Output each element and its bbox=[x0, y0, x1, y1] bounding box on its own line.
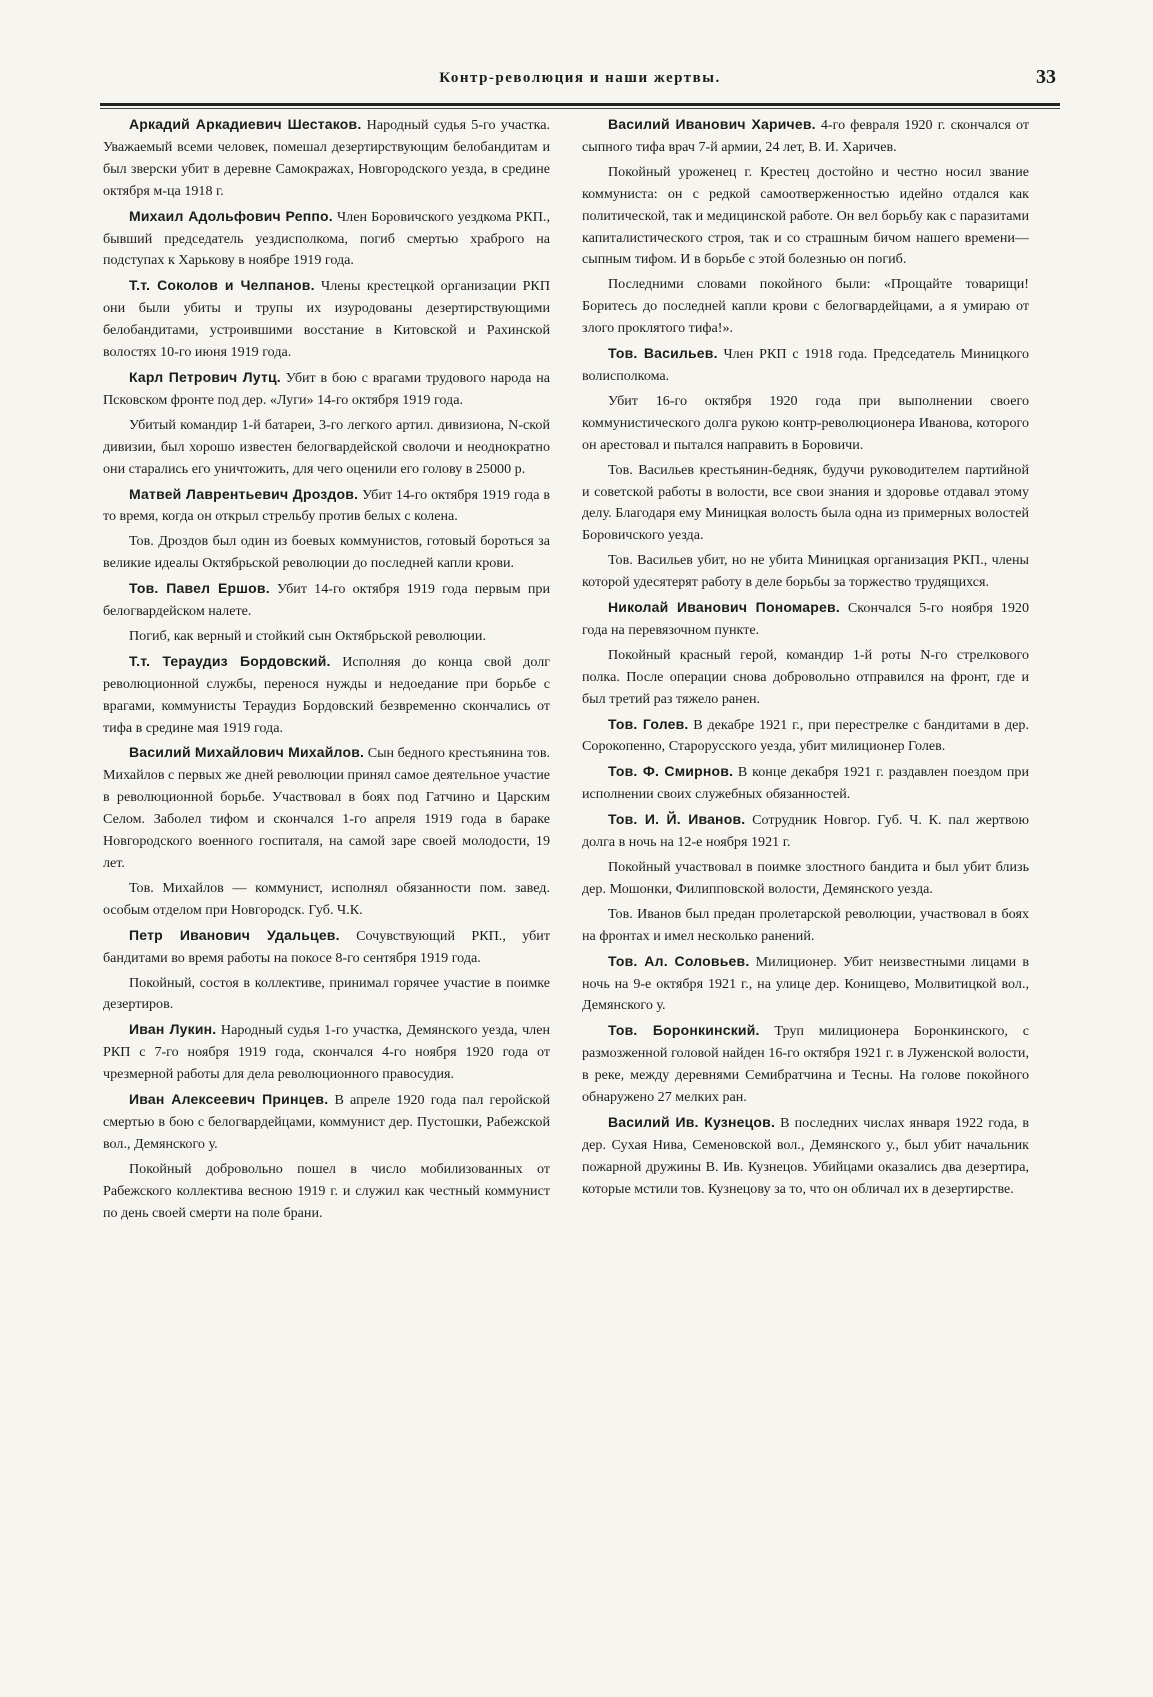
obituary-entry bbox=[103, 1089, 550, 1156]
entry-text: Убит 14-го октября 1919 года в то время, когда он открыл стрельбу против белых с колена. bbox=[103, 486, 551, 525]
person-name: Иван Алексеевич Принцев. bbox=[129, 1091, 329, 1108]
entry-text: Сочувствующий РКП., убит бандитами во время работы на покосе 8-го сентября 1919 года. bbox=[103, 927, 550, 966]
obituary-paragraph bbox=[582, 460, 1029, 548]
obituary-entry bbox=[582, 597, 1029, 642]
obituary-entry bbox=[582, 1020, 1029, 1109]
running-title: Контр-революция и наши жертвы. bbox=[439, 70, 721, 86]
person-name: Василий Иванович Харичев. bbox=[608, 116, 816, 132]
obituary-entry bbox=[103, 742, 550, 874]
obituary-entry bbox=[103, 114, 550, 203]
entry-text: В конце декабря 1921 г. раздавлен поездом при исполнении своих служебных обязанностей. bbox=[582, 764, 1029, 803]
entry-text: Скончался 5-го ноября 1920 года на перевязочном пункте. bbox=[582, 600, 1029, 638]
person-name: Михаил Адольфович Реппо. bbox=[129, 207, 333, 224]
entry-text: Покойный, состоя в коллективе, принимал горячее участие в поимке дезертиров. bbox=[103, 974, 550, 1013]
page-header bbox=[100, 64, 1060, 104]
obituary-entry bbox=[103, 651, 550, 740]
entry-text: Убит 14-го октября 1919 года первым при белогвардейском налете. bbox=[103, 581, 550, 620]
entry-text: Члены крестецкой организации РКП они были убиты и трупы их изуродованы дезертирствующими белобандитами, устроившими восстание в Китовской и Рахинской волостях 10-го июня 1919 года. bbox=[103, 278, 550, 361]
entry-text: В апреле 1920 года пал геройской смертью в бою с белогвардейцами, коммунист дер. Пустошки, Рабежской вол., Демянского у. bbox=[103, 1092, 550, 1152]
person-name: Тов. Ф. Смирнов. bbox=[608, 763, 734, 780]
obituary-paragraph bbox=[582, 645, 1029, 711]
obituary-entry bbox=[103, 925, 550, 970]
obituary-entry bbox=[103, 484, 550, 529]
obituary-entry bbox=[582, 114, 1029, 159]
obituary-paragraph bbox=[103, 415, 550, 481]
obituary-entry bbox=[103, 367, 550, 412]
person-name: Николай Иванович Пономарев. bbox=[608, 599, 840, 616]
entry-text: Исполняя до конца свой долг революционной службы, перенося нужды и недоедание при борьбе с врагами, коммунисты Тераудиз Бордовский безвременно скончались от тифа в средине мая 1919 года. bbox=[103, 653, 551, 736]
page-number: 33 bbox=[1036, 66, 1056, 88]
person-name: Иван Лукин. bbox=[129, 1021, 217, 1038]
entry-text: Народный судья 1-го участка, Демянского уезда, член РКП с 7-го ноября 1919 года, скончался 4-го ноября 1920 года от чрезмерной работы для дела революционного правосудия. bbox=[103, 1022, 550, 1083]
entry-text: Народный судья 5-го участка. Уважаемый всеми человек, помешал дезертирствующим белобандитам и был зверски убит в деревне Самокражах, Новгородского уезда, в средине октября м-ца 1918 г. bbox=[103, 117, 550, 199]
person-name: Тов. Ал. Соловьев. bbox=[608, 952, 750, 969]
obituary-paragraph bbox=[582, 162, 1029, 272]
obituary-paragraph bbox=[582, 904, 1029, 948]
person-name: Тов. И. Й. Иванов. bbox=[608, 811, 746, 828]
obituary-paragraph bbox=[103, 878, 550, 922]
person-name: Т.т. Соколов и Челпанов. bbox=[129, 277, 315, 294]
entry-text: Тов. Васильев крестьянин-бедняк, будучи руководителем партийной и советской работы в волости, все свои знания и здоровье отдавал этому делу. Благодаря ему Миницкая волость была одна из примерных волостей Боровичского уезда. bbox=[582, 461, 1029, 544]
obituary-paragraph bbox=[582, 550, 1029, 594]
obituary-entry bbox=[582, 343, 1029, 388]
obituary-entry bbox=[582, 809, 1029, 854]
person-name: Карл Петрович Лутц. bbox=[129, 368, 281, 385]
entry-text: Покойный добровольно пошел в число мобилизованных от Рабежского коллектива весною 1919 г. и служил как честный коммунист по день своей смерти на поле брани. bbox=[103, 1160, 550, 1221]
entry-text: 4-го февраля 1920 г. скончался от сыпного тифа врач 7-й армии, 24 лет, В. И. Харичев. bbox=[582, 117, 1029, 155]
obituary-paragraph bbox=[103, 973, 550, 1017]
obituary-entry bbox=[582, 714, 1029, 759]
obituary-entry bbox=[582, 761, 1029, 806]
entry-text: В декабре 1921 г., при перестрелке с бандитами в дер. Сорокопенно, Старорусского уезда, убит милиционер Голев. bbox=[582, 716, 1029, 755]
person-name: Тов. Боронкинский. bbox=[608, 1022, 760, 1039]
obituary-entry bbox=[582, 1112, 1029, 1201]
entry-text: Погиб, как верный и стойкий сын Октябрьской революции. bbox=[129, 627, 486, 644]
obituary-entry bbox=[103, 206, 550, 273]
person-name: Петр Иванович Удальцев. bbox=[129, 926, 340, 943]
entry-text: Покойный красный герой, командир 1-й роты N-го стрелкового полка. После операции снова добровольно отправился на фронт, где и был третий раз тяжело ранен. bbox=[582, 646, 1029, 707]
obituary-entry bbox=[103, 275, 550, 364]
entry-text: Член РКП с 1918 года. Председатель Миницкого волисполкома. bbox=[582, 346, 1029, 384]
right-column bbox=[582, 114, 1029, 1204]
header-rule-thick bbox=[100, 103, 1060, 106]
entry-text: Сотрудник Новгор. Губ. Ч. К. пал жертвою долга в ночь на 12-е ноября 1921 г. bbox=[582, 812, 1029, 851]
entry-text: Убит в бою с врагами трудового народа на Псковском фронте под дер. «Луги» 14-го октября 1919 года. bbox=[103, 369, 551, 408]
person-name: Т.т. Тераудиз Бордовский. bbox=[129, 652, 331, 669]
entry-text: Милиционер. Убит неизвестными лицами в ночь на 9-е октября 1921 г., на улице дер. Конищево, Молвитицкой вол., Демянского у. bbox=[582, 953, 1029, 1014]
person-name: Тов. Васильев. bbox=[608, 345, 718, 362]
entry-text: Покойный участвовал в поимке злостного бандита и был убит близь дер. Мошонки, Филипповской волости, Демянского уезда. bbox=[582, 859, 1029, 897]
entry-text: Тов. Дроздов был один из боевых коммунистов, готовый бороться за великие идеалы Октябрьской революции до последней капли крови. bbox=[103, 533, 550, 572]
entry-text: Убитый командир 1-й батареи, 3-го легкого артил. дивизиона, N-ской дивизии, был хорошо известен белогвардейской сволочи и неоднократно они старались его уничтожить, для чего оценили его голову в 25000 р. bbox=[103, 416, 550, 477]
entry-text: Убит 16-го октября 1920 года при выполнении своего коммунистического долга рукою контр-революционера Иванова, которого он арестовал и пытался направить в Боровичи. bbox=[582, 392, 1029, 453]
entry-text: Труп милиционера Боронкинского, с размозженной головой найден 16-го октября 1921 г. в Луженской волости, в реке, между деревнями Семибратчина и Тесны. На голове покойного обнаружено 27 мелких ран. bbox=[582, 1023, 1029, 1106]
entry-text: Последними словами покойного были: «Прощайте товарищи! Боритесь до последней капли крови с белогвардейцами, а я умираю от злого проклятого тифа!». bbox=[582, 276, 1029, 337]
entry-text: Сын бедного крестьянина тов. Михайлов с первых же дней революции принял самое деятельное участие в революционной борьбе. Участвовал в боях под Гатчино и Царским Селом. Заболел тифом и скончался 1-го апреля 1919 года в бараке Новгородского военного госпиталя, на самой заре своей молодости, 19 лет. bbox=[103, 745, 551, 871]
obituary-entry bbox=[103, 1019, 550, 1086]
person-name: Тов. Голев. bbox=[608, 715, 689, 732]
header-rule-thin bbox=[100, 108, 1060, 109]
obituary-paragraph bbox=[103, 626, 550, 648]
entry-text: В последних числах января 1922 года, в дер. Сухая Нива, Семеновской вол., Демянского у., был убит начальник пожарной дружины В. Ив. Кузнецов. Убийцами оказались два дезертира, которые мстили тов. Кузнецову за то, что он обличал их в дезертирстве. bbox=[582, 1114, 1030, 1197]
obituary-paragraph bbox=[582, 274, 1029, 340]
obituary-paragraph bbox=[582, 391, 1029, 457]
entry-text: Член Боровичского уездкома РКП., бывший председатель уездисполкома, погиб смертью храброго на подступах к Харькову в ноябре 1919 года. bbox=[103, 208, 550, 269]
obituary-paragraph bbox=[582, 857, 1029, 901]
person-name: Василий Ив. Кузнецов. bbox=[608, 1113, 776, 1130]
person-name: Матвей Лаврентьевич Дроздов. bbox=[129, 485, 359, 502]
person-name: Василий Михайлович Михайлов. bbox=[129, 744, 365, 761]
entry-text: Покойный уроженец г. Крестец достойно и честно носил звание коммуниста: он с редкой самоотверженностью идейно отдался как политической, так и медицинской работе. Он вел борьбу как с паразитами капиталистического строя, так и со страшным бичом нашего времени—сыпным тифом. И в борьбе с этой болезнью он погиб. bbox=[582, 163, 1029, 268]
entry-text: Тов. Васильев убит, но не убита Миницкая организация РКП., члены которой удесятерят работу в деле борьбы за торжество трудящихся. bbox=[582, 552, 1029, 591]
entry-text: Тов. Иванов был предан пролетарской революции, участвовал в боях на фронтах и имел несколько ранений. bbox=[582, 905, 1029, 944]
person-name: Тов. Павел Ершов. bbox=[129, 580, 270, 597]
obituary-paragraph bbox=[103, 531, 550, 575]
person-name: Аркадий Аркадиевич Шестаков. bbox=[129, 116, 362, 132]
left-column bbox=[103, 114, 550, 1228]
obituary-entry bbox=[103, 578, 550, 623]
obituary-entry bbox=[582, 951, 1029, 1018]
obituary-paragraph bbox=[103, 1159, 550, 1225]
entry-text: Тов. Михайлов — коммунист, исполнял обязанности пом. завед. особым отделом при Новгородск. Губ. Ч.К. bbox=[103, 879, 550, 918]
